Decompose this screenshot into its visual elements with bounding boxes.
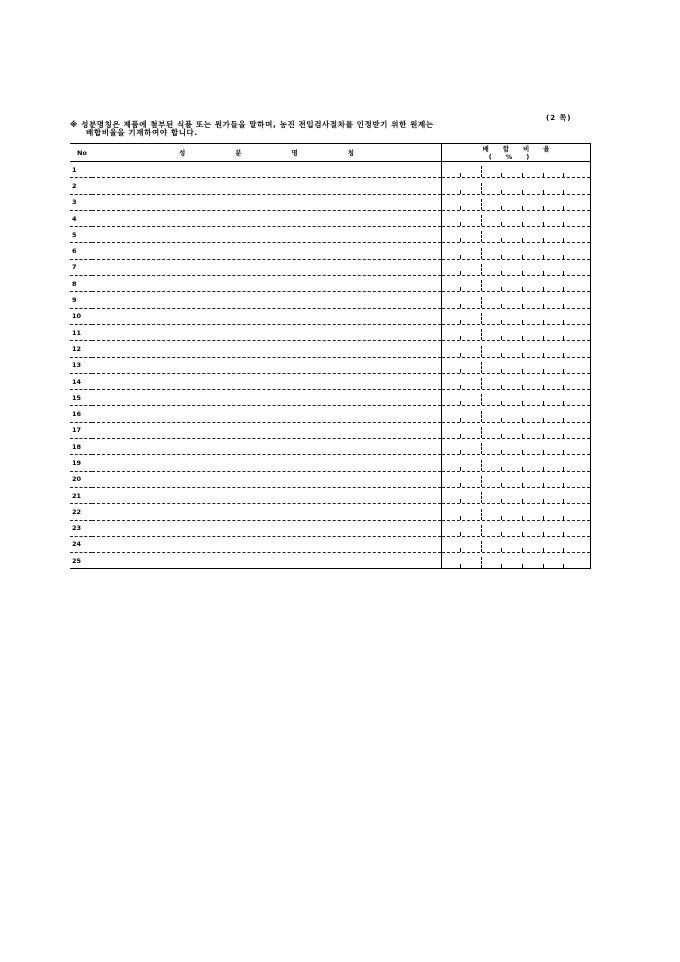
digit-tick	[501, 499, 502, 503]
digit-tick	[543, 516, 544, 520]
mix-ratio-cell[interactable]	[442, 210, 591, 226]
digit-tick	[522, 548, 523, 552]
digit-tick	[522, 516, 523, 520]
mix-ratio-cell[interactable]	[442, 504, 591, 520]
digit-tick	[522, 564, 523, 568]
ingredient-name-cell[interactable]	[92, 471, 442, 487]
digit-tick	[460, 385, 461, 389]
digit-tick	[460, 532, 461, 536]
row-number: 20	[70, 471, 92, 487]
row-number: 17	[70, 422, 92, 438]
digit-tick	[501, 418, 502, 422]
digit-tick	[501, 434, 502, 438]
digit-tick	[522, 467, 523, 471]
row-number: 25	[70, 553, 92, 569]
digit-tick	[543, 548, 544, 552]
digit-tick	[460, 173, 461, 177]
table-row	[70, 292, 591, 308]
digit-tick	[460, 255, 461, 259]
mix-ratio-cell[interactable]	[442, 162, 591, 178]
mix-ratio-cell[interactable]	[442, 471, 591, 487]
digit-tick	[460, 418, 461, 422]
instruction-note-line-1: ※ 성분명칭은 제품에 첨부된 식품 또는 원가들을 말하며, 농진 전입검사절차를 인정받기 위한 원제는	[70, 120, 434, 129]
table-row	[70, 487, 591, 503]
digit-tick	[460, 336, 461, 340]
table-row	[70, 536, 591, 552]
digit-tick	[522, 401, 523, 405]
digit-tick	[543, 206, 544, 210]
digit-tick	[501, 401, 502, 405]
decimal-separator-tick	[481, 215, 482, 226]
digit-tick	[563, 336, 564, 340]
digit-tick	[460, 401, 461, 405]
digit-tick	[563, 255, 564, 259]
table-row	[70, 276, 591, 292]
ingredient-name-cell[interactable]	[92, 259, 442, 275]
row-number: 18	[70, 439, 92, 455]
ingredient-name-cell[interactable]	[92, 178, 442, 194]
decimal-separator-tick	[481, 460, 482, 471]
digit-tick	[522, 287, 523, 291]
ingredient-name-cell[interactable]	[92, 390, 442, 406]
ingredient-name-cell[interactable]	[92, 324, 442, 340]
table-header-row	[70, 144, 591, 162]
digit-tick	[563, 238, 564, 242]
digit-tick	[563, 450, 564, 454]
digit-tick	[501, 304, 502, 308]
column-header-mix-ratio: 배합비율(%)	[442, 144, 591, 162]
digit-tick	[563, 532, 564, 536]
digit-tick	[522, 271, 523, 275]
digit-tick	[543, 369, 544, 373]
mix-ratio-cell[interactable]	[442, 390, 591, 406]
table-row	[70, 520, 591, 536]
digit-tick	[460, 499, 461, 503]
row-number: 19	[70, 455, 92, 471]
decimal-separator-tick	[481, 509, 482, 520]
digit-tick	[543, 320, 544, 324]
row-number: 5	[70, 227, 92, 243]
table-row	[70, 227, 591, 243]
digit-tick	[543, 336, 544, 340]
digit-tick	[543, 304, 544, 308]
column-header-ingredient-name: 성분명칭	[92, 144, 442, 162]
digit-tick	[563, 190, 564, 194]
digit-tick	[501, 532, 502, 536]
decimal-separator-tick	[481, 183, 482, 194]
digit-tick	[563, 467, 564, 471]
decimal-separator-tick	[481, 199, 482, 210]
digit-tick	[460, 190, 461, 194]
ingredient-ratio-table	[70, 143, 591, 569]
ingredient-name-cell[interactable]	[92, 455, 442, 471]
decimal-separator-tick	[481, 346, 482, 357]
digit-tick	[563, 548, 564, 552]
digit-tick	[543, 190, 544, 194]
digit-tick	[501, 287, 502, 291]
table-row	[70, 390, 591, 406]
digit-tick	[460, 222, 461, 226]
digit-tick	[460, 467, 461, 471]
table-row	[70, 553, 591, 569]
row-number: 10	[70, 308, 92, 324]
row-number: 23	[70, 520, 92, 536]
table-row	[70, 259, 591, 275]
mix-ratio-cell[interactable]	[442, 194, 591, 210]
table-row	[70, 471, 591, 487]
digit-tick	[460, 320, 461, 324]
decimal-separator-tick	[481, 280, 482, 291]
digit-tick	[460, 304, 461, 308]
page-number: (2 쪽)	[546, 114, 572, 122]
digit-tick	[543, 483, 544, 487]
instruction-note-line-2: 배합비율을 기재하여야 합니다.	[86, 128, 198, 137]
mix-ratio-cell[interactable]	[442, 520, 591, 536]
ingredient-name-cell[interactable]	[92, 422, 442, 438]
decimal-separator-tick	[481, 427, 482, 438]
row-number: 16	[70, 406, 92, 422]
mix-ratio-cell[interactable]	[442, 292, 591, 308]
decimal-separator-tick	[481, 297, 482, 308]
digit-tick	[563, 271, 564, 275]
row-number: 14	[70, 373, 92, 389]
digit-tick	[563, 385, 564, 389]
mix-ratio-cell[interactable]	[442, 276, 591, 292]
digit-tick	[501, 467, 502, 471]
decimal-separator-tick	[481, 313, 482, 324]
digit-tick	[543, 222, 544, 226]
digit-tick	[501, 336, 502, 340]
decimal-separator-tick	[481, 411, 482, 422]
row-number: 12	[70, 341, 92, 357]
digit-tick	[563, 499, 564, 503]
mix-ratio-cell[interactable]	[442, 259, 591, 275]
table-row	[70, 504, 591, 520]
decimal-separator-tick	[481, 492, 482, 503]
digit-tick	[501, 190, 502, 194]
decimal-separator-tick	[481, 476, 482, 487]
digit-tick	[522, 532, 523, 536]
digit-tick	[543, 450, 544, 454]
digit-tick	[501, 483, 502, 487]
mix-ratio-cell[interactable]	[442, 243, 591, 259]
row-number: 22	[70, 504, 92, 520]
row-number: 6	[70, 243, 92, 259]
digit-tick	[543, 564, 544, 568]
decimal-separator-tick	[481, 362, 482, 373]
row-number: 15	[70, 390, 92, 406]
digit-tick	[522, 369, 523, 373]
digit-tick	[543, 418, 544, 422]
digit-tick	[460, 238, 461, 242]
decimal-separator-tick	[481, 394, 482, 405]
mix-ratio-cell[interactable]	[442, 487, 591, 503]
ingredient-name-cell[interactable]	[92, 210, 442, 226]
row-number: 7	[70, 259, 92, 275]
table-row	[70, 243, 591, 259]
row-number: 4	[70, 210, 92, 226]
digit-tick	[543, 467, 544, 471]
decimal-separator-tick	[481, 329, 482, 340]
decimal-separator-tick	[481, 443, 482, 454]
ingredient-name-cell[interactable]	[92, 194, 442, 210]
digit-tick	[460, 271, 461, 275]
digit-tick	[522, 206, 523, 210]
digit-tick	[460, 516, 461, 520]
table-row	[70, 162, 591, 178]
digit-tick	[543, 287, 544, 291]
digit-tick	[501, 222, 502, 226]
table-row	[70, 194, 591, 210]
decimal-separator-tick	[481, 166, 482, 177]
digit-tick	[501, 271, 502, 275]
mix-ratio-cell[interactable]	[442, 308, 591, 324]
ingredient-name-cell[interactable]	[92, 243, 442, 259]
decimal-separator-tick	[481, 264, 482, 275]
digit-tick	[563, 304, 564, 308]
digit-tick	[543, 255, 544, 259]
digit-tick	[460, 450, 461, 454]
decimal-separator-tick	[481, 541, 482, 552]
digit-tick	[563, 418, 564, 422]
digit-tick	[460, 369, 461, 373]
digit-tick	[543, 532, 544, 536]
digit-tick	[501, 450, 502, 454]
column-header-no: No	[70, 144, 92, 162]
table-row	[70, 406, 591, 422]
digit-tick	[543, 271, 544, 275]
table-body	[70, 162, 591, 569]
row-number: 9	[70, 292, 92, 308]
digit-tick	[522, 385, 523, 389]
digit-tick	[522, 353, 523, 357]
digit-tick	[460, 287, 461, 291]
row-number: 2	[70, 178, 92, 194]
decimal-separator-tick	[481, 557, 482, 568]
ingredient-name-cell[interactable]	[92, 341, 442, 357]
decimal-separator-tick	[481, 525, 482, 536]
ingredient-name-cell[interactable]	[92, 227, 442, 243]
digit-tick	[522, 304, 523, 308]
mix-ratio-cell[interactable]	[442, 422, 591, 438]
ingredient-name-cell[interactable]	[92, 520, 442, 536]
digit-tick	[522, 499, 523, 503]
digit-tick	[563, 401, 564, 405]
digit-tick	[563, 206, 564, 210]
digit-tick	[501, 238, 502, 242]
row-number: 8	[70, 276, 92, 292]
digit-tick	[501, 320, 502, 324]
digit-tick	[501, 564, 502, 568]
digit-tick	[522, 483, 523, 487]
digit-tick	[543, 385, 544, 389]
ingredient-name-cell[interactable]	[92, 276, 442, 292]
digit-tick	[543, 173, 544, 177]
table-row	[70, 373, 591, 389]
mix-ratio-cell[interactable]	[442, 553, 591, 569]
row-number: 11	[70, 324, 92, 340]
digit-tick	[501, 206, 502, 210]
digit-tick	[563, 222, 564, 226]
mix-ratio-cell[interactable]	[442, 439, 591, 455]
digit-tick	[543, 434, 544, 438]
digit-tick	[563, 434, 564, 438]
table-row	[70, 308, 591, 324]
digit-tick	[522, 320, 523, 324]
digit-tick	[563, 564, 564, 568]
digit-tick	[563, 369, 564, 373]
mix-ratio-cell[interactable]	[442, 324, 591, 340]
ingredient-name-cell[interactable]	[92, 406, 442, 422]
table-row	[70, 341, 591, 357]
digit-tick	[563, 287, 564, 291]
digit-tick	[460, 434, 461, 438]
mix-ratio-cell[interactable]	[442, 536, 591, 552]
digit-tick	[522, 222, 523, 226]
ingredient-name-cell[interactable]	[92, 308, 442, 324]
digit-tick	[522, 434, 523, 438]
ingredient-name-cell[interactable]	[92, 487, 442, 503]
mix-ratio-cell[interactable]	[442, 357, 591, 373]
table-row	[70, 439, 591, 455]
ingredient-name-cell[interactable]	[92, 536, 442, 552]
row-number: 13	[70, 357, 92, 373]
digit-tick	[522, 173, 523, 177]
digit-tick	[563, 483, 564, 487]
digit-tick	[460, 206, 461, 210]
digit-tick	[460, 483, 461, 487]
digit-tick	[522, 336, 523, 340]
digit-tick	[501, 173, 502, 177]
table-row	[70, 178, 591, 194]
digit-tick	[563, 173, 564, 177]
table-row	[70, 422, 591, 438]
mix-ratio-cell[interactable]	[442, 227, 591, 243]
digit-tick	[522, 255, 523, 259]
digit-tick	[522, 418, 523, 422]
digit-tick	[543, 238, 544, 242]
digit-tick	[543, 499, 544, 503]
digit-tick	[563, 320, 564, 324]
digit-tick	[501, 516, 502, 520]
digit-tick	[563, 516, 564, 520]
digit-tick	[501, 353, 502, 357]
digit-tick	[460, 353, 461, 357]
ingredient-name-cell[interactable]	[92, 373, 442, 389]
ingredient-name-cell[interactable]	[92, 439, 442, 455]
table-row	[70, 324, 591, 340]
ingredient-name-cell[interactable]	[92, 162, 442, 178]
table-row	[70, 455, 591, 471]
row-number: 1	[70, 162, 92, 178]
decimal-separator-tick	[481, 248, 482, 259]
ingredient-name-cell[interactable]	[92, 357, 442, 373]
ingredient-name-cell[interactable]	[92, 504, 442, 520]
digit-tick	[522, 450, 523, 454]
digit-tick	[543, 401, 544, 405]
instruction-note	[70, 121, 600, 137]
table-row	[70, 210, 591, 226]
digit-tick	[563, 353, 564, 357]
digit-tick	[501, 385, 502, 389]
digit-tick	[460, 548, 461, 552]
mix-ratio-cell[interactable]	[442, 455, 591, 471]
row-number: 3	[70, 194, 92, 210]
digit-tick	[522, 238, 523, 242]
mix-ratio-cell[interactable]	[442, 341, 591, 357]
digit-tick	[522, 190, 523, 194]
mix-ratio-cell[interactable]	[442, 406, 591, 422]
mix-ratio-cell[interactable]	[442, 178, 591, 194]
ingredient-name-cell[interactable]	[92, 292, 442, 308]
table-row	[70, 357, 591, 373]
digit-tick	[501, 255, 502, 259]
decimal-separator-tick	[481, 378, 482, 389]
row-number: 24	[70, 536, 92, 552]
row-number: 21	[70, 487, 92, 503]
mix-ratio-cell[interactable]	[442, 373, 591, 389]
digit-tick	[501, 369, 502, 373]
decimal-separator-tick	[481, 231, 482, 242]
ingredient-name-cell[interactable]	[92, 553, 442, 569]
digit-tick	[460, 564, 461, 568]
digit-tick	[501, 548, 502, 552]
digit-tick	[543, 353, 544, 357]
